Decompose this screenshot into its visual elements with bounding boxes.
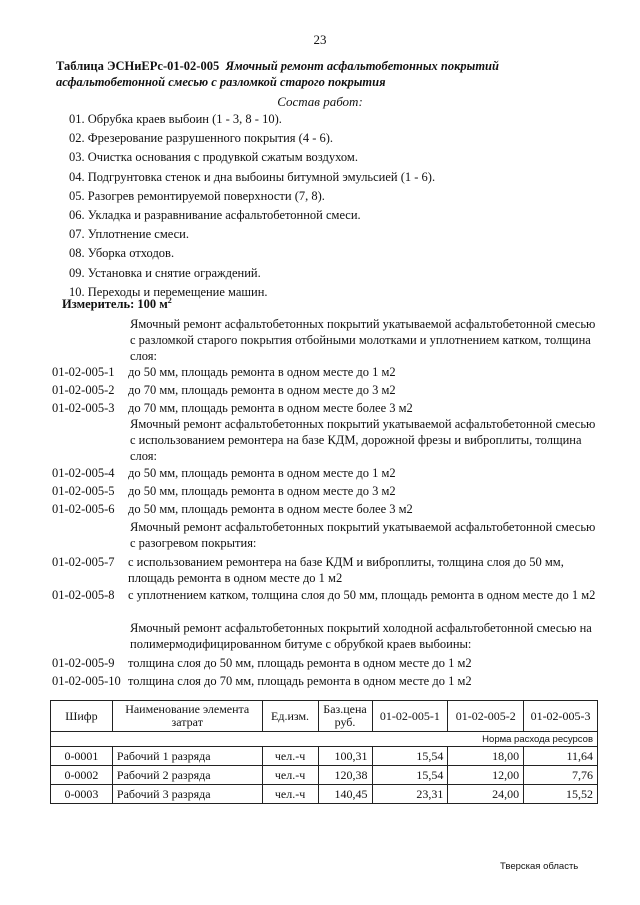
title-name-line2: асфальтобетонной смесью с разломкой старого покрытия xyxy=(56,75,386,89)
norm-row xyxy=(52,501,413,517)
table-row xyxy=(51,785,598,804)
measure-label: Измеритель: 100 м xyxy=(62,297,168,312)
column-header: Наименование элемента затрат xyxy=(112,701,262,732)
table-cell: чел.-ч xyxy=(262,785,318,804)
norm-code: 01-02-005-7 xyxy=(52,555,115,569)
norm-desc: толщина слоя до 70 мм, площадь ремонта в одном месте до 1 м2 xyxy=(128,674,472,688)
list-item: 08. Уборка отходов. xyxy=(69,246,175,261)
column-header: 01-02-005-1 xyxy=(372,701,448,732)
norm-code: 01-02-005-3 xyxy=(52,401,115,415)
table-cell: 7,76 xyxy=(524,766,598,785)
table-cell xyxy=(112,732,262,747)
table-cell: чел.-ч xyxy=(262,766,318,785)
table-cell: чел.-ч xyxy=(262,747,318,766)
norm-desc: до 50 мм, площадь ремонта в одном месте до 3 м2 xyxy=(128,484,396,498)
norm-code: 01-02-005-9 xyxy=(52,656,115,670)
list-item: 02. Фрезерование разрушенного покрытия (4 - 6). xyxy=(69,131,334,146)
column-header: Ед.изм. xyxy=(262,701,318,732)
norm-row xyxy=(52,655,472,671)
table-cell: Рабочий 1 разряда xyxy=(112,747,262,766)
table-cell xyxy=(318,732,372,747)
table-row xyxy=(51,747,598,766)
group-description: Ямочный ремонт асфальтобетонных покрытий холодной асфальтобетонной смесью на полимермодифицированном битуме с обрубкой краев выбоины: xyxy=(130,621,592,651)
norm-row xyxy=(52,465,396,481)
group-description: Ямочный ремонт асфальтобетонных покрытий укатываемой асфальтобетонной смесью с разогревом покрытия: xyxy=(130,520,596,550)
column-header: Баз.цена руб. xyxy=(318,701,372,732)
resource-table xyxy=(50,700,598,804)
norm-code: 01-02-005-2 xyxy=(52,383,115,397)
table-cell: 18,00 xyxy=(448,747,524,766)
norm-label: Норма расхода ресурсов xyxy=(372,732,597,747)
group-description: Ямочный ремонт асфальтобетонных покрытий укатываемой асфальтобетонной смесью с использованием ремонтера на базе КДМ, дорожной фрезы и виброплиты, толщина слоя: xyxy=(130,417,596,463)
footer-region: Тверская область xyxy=(500,861,579,872)
table-row xyxy=(51,766,598,785)
title-code: Таблица ЭСНиЕРс-01-02-005 xyxy=(56,59,220,73)
works-heading: Состав работ: xyxy=(277,94,363,109)
measure-sup: 2 xyxy=(167,296,172,305)
norm-code: 01-02-005-6 xyxy=(52,502,115,516)
works-list xyxy=(69,110,435,302)
norm-desc: с использованием ремонтера на базе КДМ и виброплиты, толщина слоя до 50 мм, площадь ремонта в одном месте до 1 м2 xyxy=(128,555,564,585)
table-cell: 100,31 xyxy=(318,747,372,766)
norm-desc: до 50 мм, площадь ремонта в одном месте более 3 м2 xyxy=(128,502,413,516)
group-description: Ямочный ремонт асфальтобетонных покрытий укатываемой асфальтобетонной смесью с разломкой старого покрытия отбойными молотками и уплотнением катком, толщина слоя: xyxy=(130,317,596,363)
table-cell: 15,54 xyxy=(372,766,448,785)
table-cell: 0-0001 xyxy=(51,747,113,766)
norm-row xyxy=(52,554,600,586)
column-header: Шифр xyxy=(51,701,113,732)
norm-row xyxy=(52,587,600,603)
norm-desc: до 70 мм, площадь ремонта в одном месте более 3 м2 xyxy=(128,401,413,415)
table-cell: 0-0002 xyxy=(51,766,113,785)
table-cell xyxy=(262,732,318,747)
norm-desc: до 50 мм, площадь ремонта в одном месте до 1 м2 xyxy=(128,466,396,480)
norm-code: 01-02-005-8 xyxy=(52,588,115,602)
table-cell xyxy=(51,732,113,747)
list-item: 06. Укладка и разравнивание асфальтобетонной смеси. xyxy=(69,207,361,222)
norm-code: 01-02-005-5 xyxy=(52,484,115,498)
norm-desc: до 50 мм, площадь ремонта в одном месте до 1 м2 xyxy=(128,365,396,379)
list-item: 03. Очистка основания с продувкой сжатым воздухом. xyxy=(69,150,358,165)
norm-code: 01-02-005-1 xyxy=(52,365,115,379)
norm-label-row xyxy=(51,732,598,747)
table-cell: 12,00 xyxy=(448,766,524,785)
norm-row xyxy=(52,364,396,380)
table-cell: 24,00 xyxy=(448,785,524,804)
title-name: Ямочный ремонт асфальтобетонных покрытий xyxy=(225,59,499,73)
norm-code: 01-02-005-4 xyxy=(52,466,115,480)
table-cell: 15,54 xyxy=(372,747,448,766)
list-item: 01. Обрубка краев выбоин (1 - 3, 8 - 10). xyxy=(69,112,282,126)
table-cell: 15,52 xyxy=(524,785,598,804)
table-cell: 140,45 xyxy=(318,785,372,804)
page-number: 23 xyxy=(313,32,327,47)
column-header: 01-02-005-3 xyxy=(524,701,598,732)
table-cell: 0-0003 xyxy=(51,785,113,804)
norm-row xyxy=(52,382,396,398)
table-cell: 120,38 xyxy=(318,766,372,785)
table-cell: Рабочий 2 разряда xyxy=(112,766,262,785)
table-title xyxy=(56,58,596,90)
norm-desc: с уплотнением катком, толщина слоя до 50 мм, площадь ремонта в одном месте до 1 м2 xyxy=(128,588,596,602)
table-cell: 23,31 xyxy=(372,785,448,804)
list-item: 07. Уплотнение смеси. xyxy=(69,227,189,242)
list-item: 09. Установка и снятие ограждений. xyxy=(69,265,261,280)
column-header: 01-02-005-2 xyxy=(448,701,524,732)
norm-row xyxy=(52,673,472,689)
table-cell: Рабочий 3 разряда xyxy=(112,785,262,804)
list-item: 04. Подгрунтовка стенок и дна выбоины битумной эмульсией (1 - 6). xyxy=(69,169,436,184)
norm-row xyxy=(52,483,396,499)
measure-unit xyxy=(62,296,172,312)
norm-code: 01-02-005-10 xyxy=(52,674,121,688)
table-cell: 11,64 xyxy=(524,747,598,766)
norm-desc: до 70 мм, площадь ремонта в одном месте до 3 м2 xyxy=(128,383,396,397)
list-item: 05. Разогрев ремонтируемой поверхности (7, 8). xyxy=(69,188,325,203)
norm-row xyxy=(52,400,413,416)
norm-desc: толщина слоя до 50 мм, площадь ремонта в одном месте до 1 м2 xyxy=(128,656,472,670)
list-item: 10. Переходы и перемещение машин. xyxy=(69,284,268,299)
